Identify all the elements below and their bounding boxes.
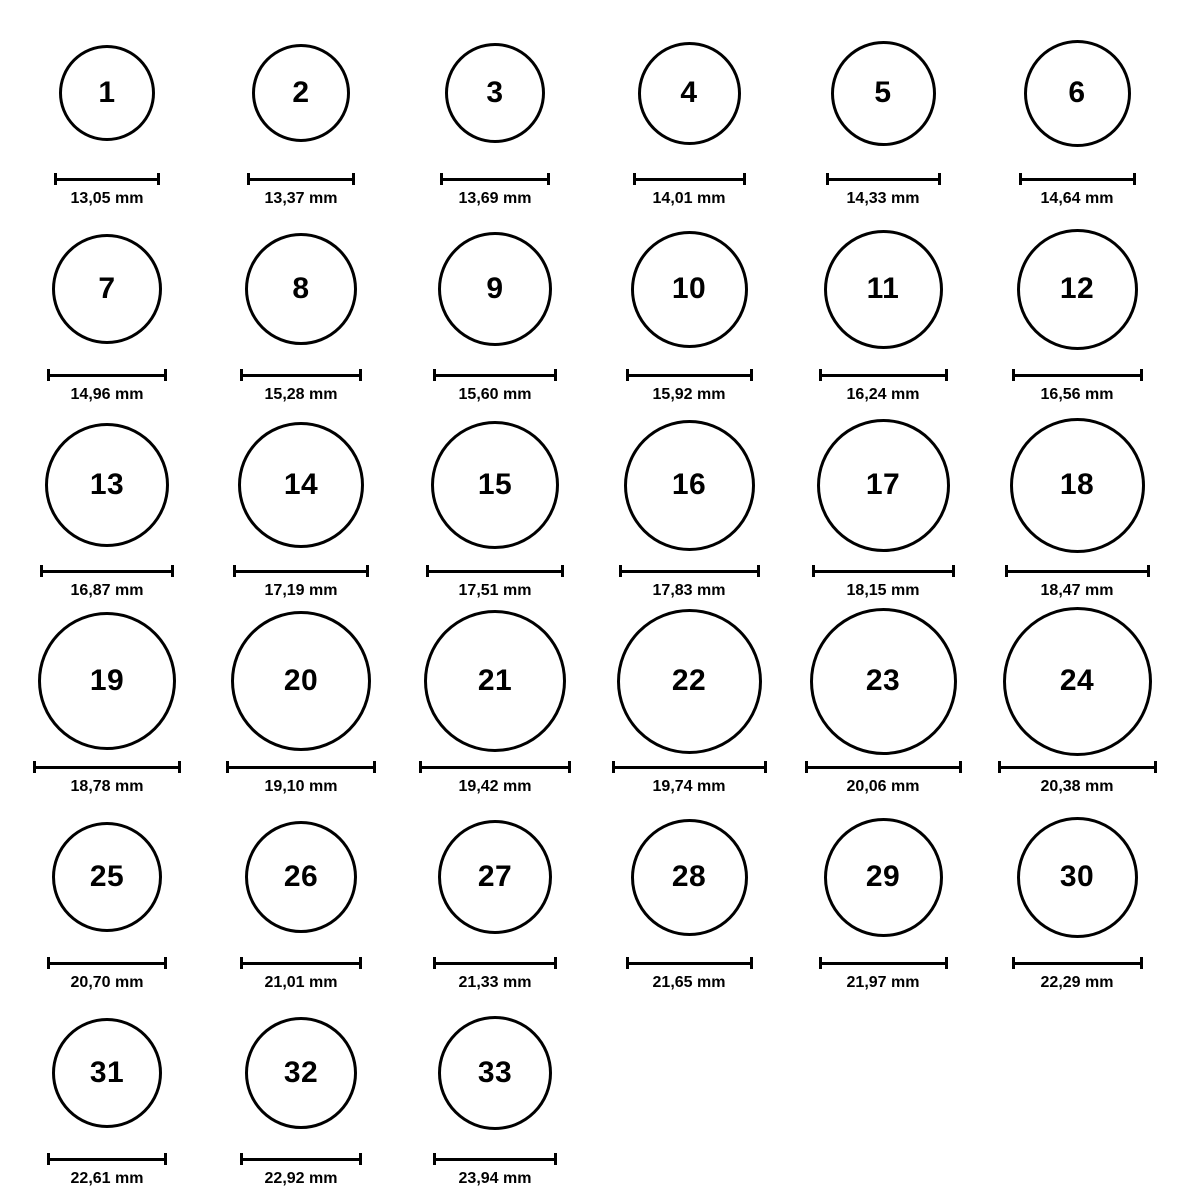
measure-bar-line xyxy=(819,374,948,377)
ring-circle[interactable] xyxy=(617,609,762,754)
diameter-measure xyxy=(47,1152,167,1166)
diameter-measure xyxy=(419,760,571,774)
ring-size-cell[interactable] xyxy=(400,18,590,208)
diameter-measure xyxy=(1012,368,1143,382)
measure-bar-line xyxy=(47,374,167,377)
measure-bar xyxy=(440,173,550,185)
ring-circle[interactable] xyxy=(45,423,169,547)
measure-bar-line xyxy=(226,766,376,769)
diameter-label: 17,51 mm xyxy=(458,582,532,599)
ring-size-cell[interactable] xyxy=(206,606,396,796)
measure-bar-line xyxy=(240,1158,362,1161)
measure-bar xyxy=(433,369,557,381)
diameter-label: 21,97 mm xyxy=(846,974,920,991)
diameter-label: 23,94 mm xyxy=(458,1170,532,1187)
ring-size-cell[interactable] xyxy=(12,802,202,992)
ring-circle[interactable] xyxy=(38,612,176,750)
diameter-measure xyxy=(1019,172,1136,186)
ring-size-cell[interactable] xyxy=(206,998,396,1188)
diameter-label: 16,87 mm xyxy=(70,582,144,599)
measure-bar-line xyxy=(633,178,746,181)
ring-circle-wrap xyxy=(252,18,350,168)
diameter-label: 22,29 mm xyxy=(1040,974,1114,991)
ring-circle[interactable] xyxy=(238,422,364,548)
measure-bar xyxy=(33,761,181,773)
ring-size-cell[interactable] xyxy=(206,802,396,992)
measure-bar-line xyxy=(247,178,355,181)
ring-size-cell[interactable] xyxy=(12,18,202,208)
measure-bar xyxy=(47,957,167,969)
diameter-label: 19,42 mm xyxy=(458,778,532,795)
ring-circle[interactable] xyxy=(52,234,162,344)
ring-size-number: 28 xyxy=(671,860,707,893)
diameter-label: 21,01 mm xyxy=(264,974,338,991)
ring-size-cell[interactable] xyxy=(982,18,1172,208)
ring-size-cell[interactable] xyxy=(788,606,978,796)
ring-size-number: 32 xyxy=(283,1056,319,1089)
ring-size-number: 6 xyxy=(1068,76,1086,109)
ring-circle[interactable] xyxy=(810,608,957,755)
ring-circle[interactable] xyxy=(52,822,162,932)
diameter-label: 22,92 mm xyxy=(264,1170,338,1187)
ring-size-number: 22 xyxy=(671,664,707,697)
ring-circle[interactable] xyxy=(1010,418,1145,553)
diameter-measure xyxy=(812,564,955,578)
ring-size-number: 11 xyxy=(866,272,900,305)
ring-size-cell[interactable] xyxy=(12,606,202,796)
ring-size-number: 25 xyxy=(89,860,125,893)
measure-bar xyxy=(54,173,160,185)
diameter-measure xyxy=(433,956,557,970)
ring-size-cell[interactable] xyxy=(400,802,590,992)
diameter-label: 18,47 mm xyxy=(1040,582,1114,599)
measure-bar xyxy=(47,369,167,381)
ring-size-number: 13 xyxy=(89,468,125,501)
ring-size-cell[interactable] xyxy=(400,214,590,404)
ring-size-number: 15 xyxy=(477,468,513,501)
ring-size-cell[interactable] xyxy=(400,606,590,796)
measure-bar-line xyxy=(1012,962,1143,965)
ring-size-number: 21 xyxy=(477,664,513,697)
diameter-measure xyxy=(819,368,948,382)
ring-size-cell[interactable] xyxy=(594,410,784,600)
ring-circle-wrap xyxy=(831,18,936,168)
measure-bar-line xyxy=(54,178,160,181)
ring-size-number: 29 xyxy=(865,860,901,893)
diameter-measure xyxy=(440,172,550,186)
ring-circle[interactable] xyxy=(59,45,155,141)
ring-circle[interactable] xyxy=(624,420,755,551)
diameter-label: 18,15 mm xyxy=(846,582,920,599)
measure-bar-line xyxy=(819,962,948,965)
ring-circle-wrap xyxy=(438,214,552,364)
diameter-label: 13,69 mm xyxy=(458,190,532,207)
measure-bar-line xyxy=(812,570,955,573)
diameter-label: 14,64 mm xyxy=(1040,190,1114,207)
ring-circle-wrap xyxy=(1017,214,1138,364)
measure-bar-line xyxy=(233,570,369,573)
diameter-label: 15,28 mm xyxy=(264,386,338,403)
ring-size-number: 5 xyxy=(874,76,892,109)
measure-bar xyxy=(40,565,174,577)
ring-circle[interactable] xyxy=(52,1018,162,1128)
measure-bar xyxy=(1019,173,1136,185)
diameter-label: 17,19 mm xyxy=(264,582,338,599)
measure-bar xyxy=(240,1153,362,1165)
diameter-label: 14,01 mm xyxy=(652,190,726,207)
ring-circle-wrap xyxy=(1010,410,1145,560)
ring-circle-wrap xyxy=(52,214,162,364)
ring-size-number: 3 xyxy=(486,76,504,109)
ring-circle-wrap xyxy=(245,802,357,952)
ring-circle[interactable] xyxy=(1017,817,1138,938)
ring-size-number: 20 xyxy=(283,664,319,697)
ring-size-number: 30 xyxy=(1059,860,1095,893)
measure-bar-line xyxy=(612,766,767,769)
measure-bar xyxy=(619,565,760,577)
ring-circle[interactable] xyxy=(438,820,552,934)
ring-circle[interactable] xyxy=(824,818,943,937)
ring-size-number: 23 xyxy=(865,664,901,697)
ring-circle-wrap xyxy=(438,802,552,952)
diameter-measure xyxy=(805,760,962,774)
diameter-label: 14,96 mm xyxy=(70,386,144,403)
diameter-label: 21,65 mm xyxy=(652,974,726,991)
diameter-measure xyxy=(47,368,167,382)
measure-bar-line xyxy=(805,766,962,769)
measure-bar-line xyxy=(626,962,753,965)
ring-circle[interactable] xyxy=(824,230,943,349)
ring-circle-wrap xyxy=(631,214,748,364)
ring-circle[interactable] xyxy=(638,42,741,145)
ring-size-cell[interactable] xyxy=(400,998,590,1188)
ring-size-cell[interactable] xyxy=(788,802,978,992)
ring-size-number: 8 xyxy=(292,272,310,305)
diameter-label: 14,33 mm xyxy=(846,190,920,207)
measure-bar-line xyxy=(998,766,1157,769)
measure-bar xyxy=(819,957,948,969)
measure-bar-line xyxy=(40,570,174,573)
ring-circle-wrap xyxy=(1017,802,1138,952)
ring-circle[interactable] xyxy=(1024,40,1131,147)
diameter-label: 20,70 mm xyxy=(70,974,144,991)
measure-bar xyxy=(226,761,376,773)
measure-bar xyxy=(626,369,753,381)
measure-bar xyxy=(240,957,362,969)
ring-circle[interactable] xyxy=(245,821,357,933)
ring-circle[interactable] xyxy=(631,819,748,936)
measure-bar xyxy=(233,565,369,577)
ring-size-number: 33 xyxy=(477,1056,513,1089)
ring-size-cell[interactable] xyxy=(788,410,978,600)
measure-bar xyxy=(998,761,1157,773)
ring-size-cell[interactable] xyxy=(982,606,1172,796)
measure-bar xyxy=(433,957,557,969)
diameter-label: 15,92 mm xyxy=(652,386,726,403)
ring-circle-wrap xyxy=(824,802,943,952)
measure-bar-line xyxy=(433,374,557,377)
ring-circle[interactable] xyxy=(445,43,545,143)
size-row xyxy=(10,606,1190,802)
ring-size-cell[interactable] xyxy=(982,410,1172,600)
ring-size-cell[interactable] xyxy=(788,18,978,208)
measure-bar xyxy=(826,173,941,185)
ring-circle-wrap xyxy=(438,998,552,1148)
size-row xyxy=(10,18,1190,214)
diameter-measure xyxy=(247,172,355,186)
measure-bar-line xyxy=(1012,374,1143,377)
ring-circle[interactable] xyxy=(817,419,950,552)
ring-size-number: 12 xyxy=(1059,272,1095,305)
measure-bar-line xyxy=(47,1158,167,1161)
diameter-label: 18,78 mm xyxy=(70,778,144,795)
measure-bar xyxy=(426,565,564,577)
ring-circle-wrap xyxy=(445,18,545,168)
measure-bar-line xyxy=(619,570,760,573)
measure-bar-line xyxy=(419,766,571,769)
measure-bar xyxy=(812,565,955,577)
diameter-label: 21,33 mm xyxy=(458,974,532,991)
ring-size-number: 31 xyxy=(89,1056,125,1089)
measure-bar xyxy=(612,761,767,773)
diameter-measure xyxy=(998,760,1157,774)
diameter-measure xyxy=(240,1152,362,1166)
diameter-measure xyxy=(1005,564,1150,578)
measure-bar-line xyxy=(440,178,550,181)
diameter-measure xyxy=(433,368,557,382)
ring-circle[interactable] xyxy=(1003,607,1152,756)
ring-circle-wrap xyxy=(52,998,162,1148)
measure-bar xyxy=(247,173,355,185)
ring-size-number: 14 xyxy=(283,468,319,501)
diameter-label: 16,24 mm xyxy=(846,386,920,403)
ring-size-cell[interactable] xyxy=(982,802,1172,992)
ring-size-cell[interactable] xyxy=(206,410,396,600)
ring-circle[interactable] xyxy=(831,41,936,146)
diameter-label: 20,38 mm xyxy=(1040,778,1114,795)
diameter-label: 13,37 mm xyxy=(264,190,338,207)
ring-circle-wrap xyxy=(824,214,943,364)
measure-bar xyxy=(1012,369,1143,381)
ring-circle-wrap xyxy=(245,998,357,1148)
diameter-label: 22,61 mm xyxy=(70,1170,144,1187)
ring-size-number: 9 xyxy=(486,272,504,305)
diameter-measure xyxy=(233,564,369,578)
measure-bar-line xyxy=(240,374,362,377)
measure-bar xyxy=(419,761,571,773)
ring-circle-wrap xyxy=(424,606,566,756)
ring-circle-wrap xyxy=(810,606,957,756)
ring-size-number: 4 xyxy=(680,76,698,109)
diameter-label: 15,60 mm xyxy=(458,386,532,403)
ring-size-cell[interactable] xyxy=(12,214,202,404)
diameter-measure xyxy=(54,172,160,186)
ring-circle-wrap xyxy=(631,802,748,952)
measure-bar xyxy=(240,369,362,381)
ring-circle-wrap xyxy=(638,18,741,168)
diameter-measure xyxy=(226,760,376,774)
measure-bar-line xyxy=(626,374,753,377)
ring-size-number: 7 xyxy=(98,272,116,305)
measure-bar xyxy=(805,761,962,773)
ring-circle-wrap xyxy=(624,410,755,560)
ring-circle-wrap xyxy=(617,606,762,756)
ring-size-cell[interactable] xyxy=(12,998,202,1188)
diameter-measure xyxy=(1012,956,1143,970)
ring-circle-wrap xyxy=(45,410,169,560)
measure-bar-line xyxy=(433,962,557,965)
diameter-measure xyxy=(619,564,760,578)
ring-size-number: 16 xyxy=(671,468,707,501)
measure-bar xyxy=(433,1153,557,1165)
ring-circle[interactable] xyxy=(231,611,371,751)
ring-size-number: 24 xyxy=(1059,664,1095,697)
ring-size-cell[interactable] xyxy=(788,214,978,404)
ring-size-cell[interactable] xyxy=(594,18,784,208)
ring-size-number: 18 xyxy=(1059,468,1095,501)
ring-circle-wrap xyxy=(238,410,364,560)
ring-circle-wrap xyxy=(38,606,176,756)
measure-bar xyxy=(819,369,948,381)
measure-bar-line xyxy=(240,962,362,965)
ring-circle-wrap xyxy=(245,214,357,364)
ring-size-number: 17 xyxy=(865,468,901,501)
size-row xyxy=(10,802,1190,998)
diameter-label: 16,56 mm xyxy=(1040,386,1114,403)
ring-circle-wrap xyxy=(52,802,162,952)
diameter-label: 19,10 mm xyxy=(264,778,338,795)
ring-size-cell[interactable] xyxy=(594,802,784,992)
diameter-measure xyxy=(626,368,753,382)
diameter-measure xyxy=(819,956,948,970)
measure-bar xyxy=(1005,565,1150,577)
ring-size-cell[interactable] xyxy=(982,214,1172,404)
ring-size-cell[interactable] xyxy=(594,606,784,796)
ring-size-cell[interactable] xyxy=(400,410,590,600)
ring-size-number: 19 xyxy=(89,664,125,697)
diameter-measure xyxy=(633,172,746,186)
diameter-measure xyxy=(612,760,767,774)
ring-size-cell[interactable] xyxy=(12,410,202,600)
measure-bar xyxy=(626,957,753,969)
measure-bar-line xyxy=(433,1158,557,1161)
ring-circle-wrap xyxy=(1024,18,1131,168)
ring-circle[interactable] xyxy=(424,610,566,752)
ring-size-number: 10 xyxy=(671,272,707,305)
ring-size-cell[interactable] xyxy=(594,214,784,404)
diameter-label: 19,74 mm xyxy=(652,778,726,795)
ring-size-cell[interactable] xyxy=(206,18,396,208)
ring-circle[interactable] xyxy=(438,1016,552,1130)
measure-bar-line xyxy=(826,178,941,181)
ring-circle[interactable] xyxy=(438,232,552,346)
ring-size-cell[interactable] xyxy=(206,214,396,404)
diameter-measure xyxy=(40,564,174,578)
ring-circle-wrap xyxy=(431,410,559,560)
ring-circle-wrap xyxy=(1003,606,1152,756)
ring-circle[interactable] xyxy=(252,44,350,142)
ring-circle[interactable] xyxy=(1017,229,1138,350)
diameter-label: 13,05 mm xyxy=(70,190,144,207)
ring-size-number: 1 xyxy=(98,76,116,109)
ring-size-number: 27 xyxy=(477,860,513,893)
measure-bar xyxy=(633,173,746,185)
size-row xyxy=(10,998,1190,1194)
diameter-measure xyxy=(433,1152,557,1166)
ring-size-number: 26 xyxy=(283,860,319,893)
ring-circle-wrap xyxy=(231,606,371,756)
measure-bar-line xyxy=(47,962,167,965)
diameter-label: 20,06 mm xyxy=(846,778,920,795)
measure-bar xyxy=(1012,957,1143,969)
ring-circle[interactable] xyxy=(245,1017,357,1129)
diameter-measure xyxy=(826,172,941,186)
size-row xyxy=(10,410,1190,606)
diameter-measure xyxy=(240,956,362,970)
size-row xyxy=(10,214,1190,410)
diameter-measure xyxy=(626,956,753,970)
ring-circle[interactable] xyxy=(245,233,357,345)
ring-circle[interactable] xyxy=(431,421,559,549)
measure-bar-line xyxy=(426,570,564,573)
ring-circle-wrap xyxy=(59,18,155,168)
diameter-measure xyxy=(426,564,564,578)
measure-bar-line xyxy=(1019,178,1136,181)
measure-bar xyxy=(47,1153,167,1165)
diameter-measure xyxy=(47,956,167,970)
diameter-measure xyxy=(33,760,181,774)
ring-circle[interactable] xyxy=(631,231,748,348)
measure-bar-line xyxy=(1005,570,1150,573)
diameter-label: 17,83 mm xyxy=(652,582,726,599)
measure-bar-line xyxy=(33,766,181,769)
diameter-measure xyxy=(240,368,362,382)
ring-circle-wrap xyxy=(817,410,950,560)
ring-size-number: 2 xyxy=(292,76,310,109)
